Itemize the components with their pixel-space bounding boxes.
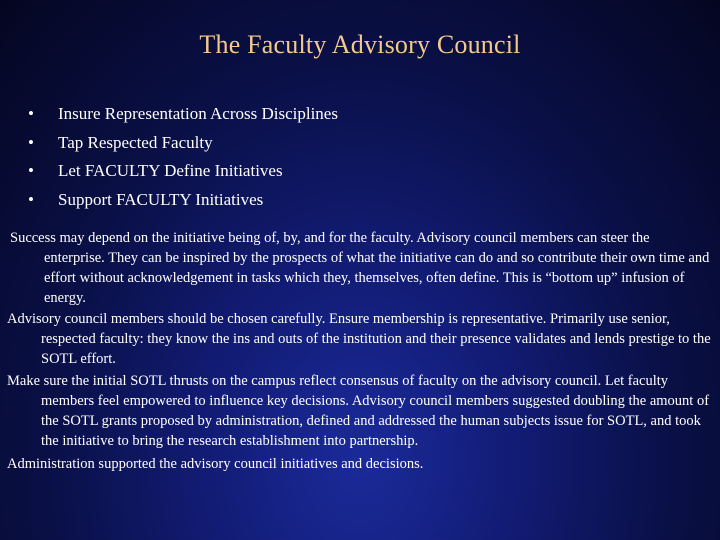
paragraph-membership: Advisory council members should be chosen carefully. Ensure membership is representative. Primarily use senior, respected faculty: they know the ins and outs of the institution and their presence validates and lends prestige to the SOTL effort. [7, 311, 711, 367]
bullet-icon: • [28, 132, 34, 152]
bullet-text: Insure Representation Across Disciplines [58, 104, 338, 123]
bullet-icon: • [28, 104, 34, 123]
paragraph-consensus: Make sure the initial SOTL thrusts on the campus reflect consensus of faculty on the advisory council. Let faculty members feel empowered to influence key decisions. Advisory council members suggested doubling the amount of the SOTL grants proposed by administration, defined and addressed the human subjects issue for SOTL, and took the initiative to bring the research establishment into partnership. [7, 373, 710, 449]
slide-title: The Faculty Advisory Council [199, 30, 521, 59]
bullet-text: Tap Respected Faculty [58, 132, 213, 152]
bullet-item [28, 129, 338, 158]
bullet-text: Let FACULTY Define Initiatives [58, 161, 283, 180]
bullet-item [28, 157, 338, 186]
bullet-item [28, 186, 338, 215]
paragraph-administration: Administration supported the advisory council initiatives and decisions. [7, 456, 424, 472]
bullet-icon: • [28, 189, 34, 209]
bullet-item [28, 100, 338, 129]
paragraph-success: Success may depend on the initiative being of, by, and for the faculty. Advisory council members can steer the enterprise. They can be inspired by the prospects of what the initiative can do and so contribute their own time and effort without acknowledgement in tasks which they, themselves, often define. This is “bottom up” infusion of energy. [10, 230, 710, 306]
bullet-text: Support FACULTY Initiatives [58, 189, 264, 209]
bullet-icon: • [28, 161, 34, 180]
bullet-list [28, 100, 338, 214]
